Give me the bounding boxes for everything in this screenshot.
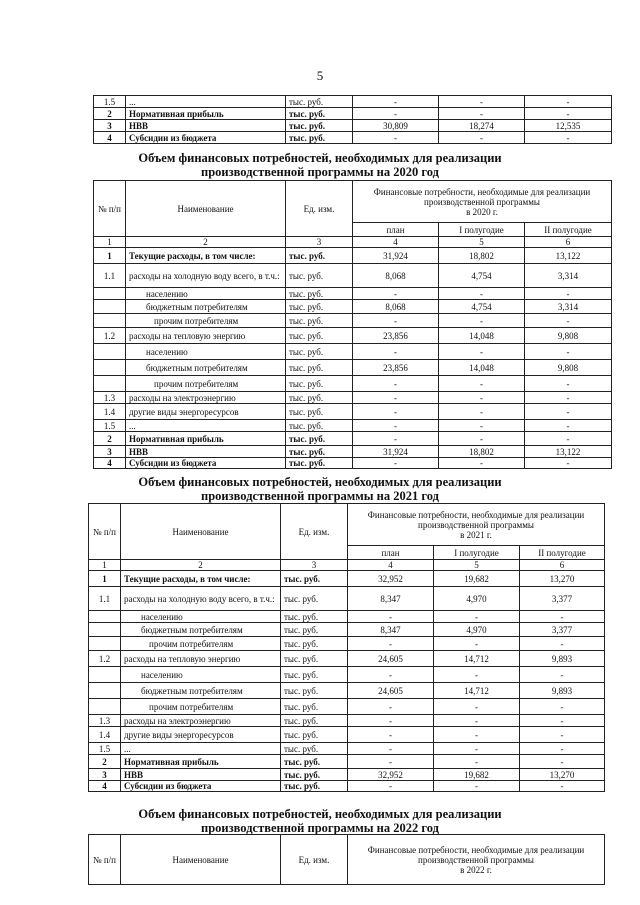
table-row <box>89 715 605 727</box>
row-name: ... <box>121 743 281 755</box>
row-name: населению <box>121 611 281 623</box>
row-second-half: - <box>525 344 612 360</box>
continuation-table <box>93 95 612 144</box>
table-row <box>94 432 612 446</box>
row-second-half: - <box>520 755 605 769</box>
header-row <box>89 504 605 546</box>
row-second-half: - <box>525 458 612 469</box>
row-second-half: - <box>520 727 605 743</box>
row-plan: 23,856 <box>353 328 439 344</box>
row-plan: 32,952 <box>348 571 434 587</box>
row-unit: тыс. руб. <box>286 300 353 314</box>
row-unit: тыс. руб. <box>286 248 353 264</box>
column-numbers-row <box>94 237 612 248</box>
row-plan: - <box>353 376 439 392</box>
header-name: Наименование <box>126 181 286 237</box>
row-name: населению <box>126 344 286 360</box>
row-number <box>89 667 121 683</box>
row-name: Нормативная прибыль <box>126 108 286 120</box>
row-name: расходы на тепловую энергию <box>126 328 286 344</box>
row-name: бюджетным потребителям <box>126 360 286 376</box>
row-second-half: - <box>520 781 605 792</box>
row-name: бюджетным потребителям <box>121 623 281 637</box>
row-first-half: - <box>439 344 525 360</box>
row-number <box>89 699 121 715</box>
row-second-half: 13,122 <box>525 248 612 264</box>
row-plan: - <box>353 392 439 404</box>
row-first-half: - <box>439 108 525 120</box>
row-number: 1.4 <box>89 727 121 743</box>
row-first-half: - <box>434 743 520 755</box>
row-first-half: 19,682 <box>434 769 520 781</box>
table-row <box>94 392 612 404</box>
table-row <box>94 120 612 132</box>
row-first-half: 18,802 <box>439 446 525 458</box>
row-first-half: - <box>439 458 525 469</box>
row-unit: тыс. руб. <box>281 743 348 755</box>
row-first-half: - <box>434 699 520 715</box>
row-first-half: - <box>434 755 520 769</box>
header-first-half: I полугодие <box>434 546 520 560</box>
header-second-half: II полугодие <box>520 546 605 560</box>
row-plan: - <box>353 288 439 300</box>
row-first-half: - <box>439 96 525 108</box>
row-number <box>94 300 126 314</box>
row-second-half: - <box>525 108 612 120</box>
row-unit: тыс. руб. <box>286 446 353 458</box>
row-second-half: 12,535 <box>525 120 612 132</box>
row-number <box>89 623 121 637</box>
table-row <box>94 314 612 328</box>
table-row <box>89 683 605 699</box>
row-first-half: 14,048 <box>439 360 525 376</box>
row-number: 1.5 <box>89 743 121 755</box>
row-unit: тыс. руб. <box>281 715 348 727</box>
row-name: Текущие расходы, в том числе: <box>126 248 286 264</box>
row-name: бюджетным потребителям <box>121 683 281 699</box>
row-name: бюджетным потребителям <box>126 300 286 314</box>
row-number: 1.4 <box>94 404 126 420</box>
row-number <box>94 360 126 376</box>
row-plan: - <box>348 699 434 715</box>
row-second-half: 9,893 <box>520 683 605 699</box>
row-name: Текущие расходы, в том числе: <box>121 571 281 587</box>
section-title-2021: Объем финансовых потребностей, необходимых для реализации производственной программы на 2021 год <box>138 475 502 503</box>
row-plan: - <box>353 344 439 360</box>
header-financial-needs: Финансовые потребности, необходимые для реализации производственной программы в 2021 г. <box>348 504 605 546</box>
row-name: Нормативная прибыль <box>126 432 286 446</box>
row-name: другие виды энергоресурсов <box>121 727 281 743</box>
row-name: расходы на тепловую энергию <box>121 651 281 667</box>
row-unit: тыс. руб. <box>286 420 353 432</box>
row-number <box>94 288 126 300</box>
row-unit: тыс. руб. <box>286 404 353 420</box>
row-first-half: 14,712 <box>434 651 520 667</box>
column-number: 5 <box>439 237 525 248</box>
header-number: № п/п <box>89 504 121 560</box>
row-number: 1.1 <box>89 587 121 611</box>
table-row <box>89 699 605 715</box>
row-plan: - <box>353 108 439 120</box>
row-first-half: 14,712 <box>434 683 520 699</box>
row-name: Субсидии из бюджета <box>126 458 286 469</box>
table-row <box>94 404 612 420</box>
row-plan: - <box>348 743 434 755</box>
row-unit: тыс. руб. <box>281 781 348 792</box>
header-plan: план <box>353 223 439 237</box>
row-first-half: - <box>439 132 525 144</box>
row-unit: тыс. руб. <box>281 699 348 715</box>
row-plan: - <box>353 404 439 420</box>
header-financial-needs: Финансовые потребности, необходимые для реализации производственной программы в 2022 г. <box>348 835 605 885</box>
row-second-half: 3,314 <box>525 300 612 314</box>
row-second-half: - <box>525 404 612 420</box>
column-number: 6 <box>525 237 612 248</box>
row-number: 2 <box>89 755 121 769</box>
row-plan: - <box>348 637 434 651</box>
row-unit: тыс. руб. <box>281 769 348 781</box>
row-second-half: - <box>525 432 612 446</box>
row-unit: тыс. руб. <box>286 360 353 376</box>
column-number: 2 <box>126 237 286 248</box>
table-row <box>94 360 612 376</box>
row-plan: - <box>353 420 439 432</box>
table-row <box>89 611 605 623</box>
row-plan: 24,605 <box>348 683 434 699</box>
table-row <box>94 420 612 432</box>
row-plan: - <box>348 611 434 623</box>
row-name: Нормативная прибыль <box>121 755 281 769</box>
row-number <box>94 314 126 328</box>
row-second-half: - <box>525 288 612 300</box>
row-first-half: - <box>439 392 525 404</box>
header-name: Наименование <box>121 504 281 560</box>
row-plan: - <box>348 727 434 743</box>
table-row <box>89 623 605 637</box>
row-second-half: 9,808 <box>525 328 612 344</box>
row-number <box>89 611 121 623</box>
row-plan: 8,347 <box>348 623 434 637</box>
row-unit: тыс. руб. <box>286 458 353 469</box>
row-first-half: - <box>434 727 520 743</box>
header-financial-needs: Финансовые потребности, необходимые для реализации производственной программы в 2020 г. <box>353 181 612 223</box>
row-number: 1.1 <box>94 264 126 288</box>
row-name: ... <box>126 420 286 432</box>
row-first-half: - <box>439 376 525 392</box>
header-second-half: II полугодие <box>525 223 612 237</box>
table-row <box>89 587 605 611</box>
financial-needs-table-2020 <box>93 180 612 469</box>
row-second-half: 13,270 <box>520 769 605 781</box>
row-first-half: - <box>439 420 525 432</box>
row-number: 3 <box>94 446 126 458</box>
row-number: 2 <box>94 108 126 120</box>
row-number: 1.5 <box>94 420 126 432</box>
row-first-half: - <box>434 781 520 792</box>
row-name: населению <box>121 667 281 683</box>
row-first-half: - <box>439 432 525 446</box>
row-second-half: 9,893 <box>520 651 605 667</box>
row-second-half: - <box>520 667 605 683</box>
row-first-half: 19,682 <box>434 571 520 587</box>
row-name: расходы на холодную воду всего, в т.ч.: <box>126 264 286 288</box>
header-unit: Ед. изм. <box>286 181 353 237</box>
row-unit: тыс. руб. <box>281 667 348 683</box>
financial-needs-table-2022 <box>88 834 605 885</box>
table-row <box>94 328 612 344</box>
row-number: 2 <box>94 432 126 446</box>
row-second-half: 13,122 <box>525 446 612 458</box>
row-second-half: - <box>525 376 612 392</box>
row-first-half: 18,802 <box>439 248 525 264</box>
table-row <box>94 96 612 108</box>
section-title-2022: Объем финансовых потребностей, необходимых для реализации производственной программы на 2022 год <box>138 807 502 835</box>
row-name: ... <box>126 96 286 108</box>
row-first-half: 4,970 <box>434 623 520 637</box>
row-name: другие виды энергоресурсов <box>126 404 286 420</box>
table-row <box>94 132 612 144</box>
row-unit: тыс. руб. <box>281 637 348 651</box>
row-number <box>94 376 126 392</box>
column-number: 5 <box>434 560 520 571</box>
column-number: 1 <box>94 237 126 248</box>
row-plan: 31,924 <box>353 248 439 264</box>
row-unit: тыс. руб. <box>286 314 353 328</box>
row-unit: тыс. руб. <box>281 623 348 637</box>
row-unit: тыс. руб. <box>286 288 353 300</box>
table-row <box>94 300 612 314</box>
row-plan: 31,924 <box>353 446 439 458</box>
table-row <box>89 743 605 755</box>
row-second-half: - <box>520 637 605 651</box>
table-row <box>89 571 605 587</box>
row-second-half: - <box>520 699 605 715</box>
row-plan: - <box>353 314 439 328</box>
table-row <box>89 755 605 769</box>
row-first-half: - <box>434 637 520 651</box>
row-second-half: - <box>525 314 612 328</box>
row-plan: - <box>353 132 439 144</box>
row-unit: тыс. руб. <box>281 587 348 611</box>
row-number: 1.5 <box>94 96 126 108</box>
row-unit: тыс. руб. <box>286 392 353 404</box>
row-unit: тыс. руб. <box>286 328 353 344</box>
table-row <box>94 248 612 264</box>
table-row <box>89 667 605 683</box>
row-number <box>94 344 126 360</box>
row-plan: 8,347 <box>348 587 434 611</box>
row-plan: 30,809 <box>353 120 439 132</box>
table-row <box>94 376 612 392</box>
row-second-half: 13,270 <box>520 571 605 587</box>
row-unit: тыс. руб. <box>286 432 353 446</box>
column-numbers-row <box>89 560 605 571</box>
table-row <box>94 108 612 120</box>
row-number <box>89 683 121 699</box>
column-number: 4 <box>348 560 434 571</box>
table-row <box>94 458 612 469</box>
row-unit: тыс. руб. <box>286 376 353 392</box>
row-plan: - <box>353 96 439 108</box>
row-unit: тыс. руб. <box>286 108 353 120</box>
financial-needs-table-2021 <box>88 503 605 792</box>
row-second-half: - <box>520 611 605 623</box>
row-number: 1 <box>94 248 126 264</box>
row-unit: тыс. руб. <box>281 755 348 769</box>
row-number: 1.2 <box>89 651 121 667</box>
row-plan: - <box>348 715 434 727</box>
row-unit: тыс. руб. <box>281 727 348 743</box>
row-unit: тыс. руб. <box>281 651 348 667</box>
row-first-half: 4,970 <box>434 587 520 611</box>
header-first-half: I полугодие <box>439 223 525 237</box>
row-first-half: - <box>434 667 520 683</box>
header-plan: план <box>348 546 434 560</box>
row-unit: тыс. руб. <box>281 611 348 623</box>
section-title-2020: Объем финансовых потребностей, необходимых для реализации производственной программы на 2020 год <box>138 151 502 179</box>
row-first-half: - <box>439 288 525 300</box>
row-number: 4 <box>94 132 126 144</box>
row-name: прочим потребителям <box>121 699 281 715</box>
row-name: прочим потребителям <box>121 637 281 651</box>
row-name: расходы на электроэнергию <box>126 392 286 404</box>
row-name: Субсидии из бюджета <box>121 781 281 792</box>
table-row <box>94 344 612 360</box>
header-number: № п/п <box>89 835 121 885</box>
row-unit: тыс. руб. <box>286 120 353 132</box>
row-first-half: 14,048 <box>439 328 525 344</box>
row-number: 3 <box>94 120 126 132</box>
row-unit: тыс. руб. <box>286 132 353 144</box>
row-second-half: 3,377 <box>520 623 605 637</box>
table-row <box>89 637 605 651</box>
row-second-half: - <box>525 420 612 432</box>
row-number: 4 <box>89 781 121 792</box>
row-plan: 23,856 <box>353 360 439 376</box>
row-plan: 32,952 <box>348 769 434 781</box>
row-name: расходы на электроэнергию <box>121 715 281 727</box>
row-number: 1.2 <box>94 328 126 344</box>
page-number: 5 <box>316 68 324 83</box>
row-name: НВВ <box>126 446 286 458</box>
row-name: НВВ <box>121 769 281 781</box>
row-plan: - <box>348 755 434 769</box>
row-first-half: - <box>439 404 525 420</box>
row-second-half: - <box>520 743 605 755</box>
column-number: 2 <box>121 560 281 571</box>
row-name: населению <box>126 288 286 300</box>
row-unit: тыс. руб. <box>286 96 353 108</box>
row-number: 1.3 <box>94 392 126 404</box>
table-row <box>94 446 612 458</box>
row-first-half: 4,754 <box>439 300 525 314</box>
row-plan: - <box>353 432 439 446</box>
row-name: Субсидии из бюджета <box>126 132 286 144</box>
row-first-half: - <box>434 611 520 623</box>
row-name: расходы на холодную воду всего, в т.ч.: <box>121 587 281 611</box>
table-row <box>94 288 612 300</box>
row-unit: тыс. руб. <box>286 264 353 288</box>
row-unit: тыс. руб. <box>281 683 348 699</box>
row-first-half: - <box>439 314 525 328</box>
row-plan: 24,605 <box>348 651 434 667</box>
row-second-half: - <box>525 392 612 404</box>
table-row <box>89 651 605 667</box>
table-row <box>89 727 605 743</box>
row-name: прочим потребителям <box>126 376 286 392</box>
row-number: 3 <box>89 769 121 781</box>
row-number <box>89 637 121 651</box>
row-name: НВВ <box>126 120 286 132</box>
row-second-half: - <box>520 715 605 727</box>
row-second-half: 9,808 <box>525 360 612 376</box>
row-number: 1 <box>89 571 121 587</box>
column-number: 1 <box>89 560 121 571</box>
row-name: прочим потребителям <box>126 314 286 328</box>
column-number: 3 <box>281 560 348 571</box>
header-name: Наименование <box>121 835 281 885</box>
row-first-half: 4,754 <box>439 264 525 288</box>
header-number: № п/п <box>94 181 126 237</box>
table-row <box>89 769 605 781</box>
row-second-half: 3,377 <box>520 587 605 611</box>
row-plan: - <box>353 458 439 469</box>
table-row <box>94 264 612 288</box>
row-plan: - <box>348 781 434 792</box>
header-unit: Ед. изм. <box>281 504 348 560</box>
row-first-half: 18,274 <box>439 120 525 132</box>
row-second-half: 3,314 <box>525 264 612 288</box>
row-plan: 8,068 <box>353 264 439 288</box>
row-plan: - <box>348 667 434 683</box>
column-number: 6 <box>520 560 605 571</box>
row-first-half: - <box>434 715 520 727</box>
column-number: 3 <box>286 237 353 248</box>
row-second-half: - <box>525 132 612 144</box>
row-unit: тыс. руб. <box>286 344 353 360</box>
header-unit: Ед. изм. <box>281 835 348 885</box>
row-number: 1.3 <box>89 715 121 727</box>
row-second-half: - <box>525 96 612 108</box>
row-plan: 8,068 <box>353 300 439 314</box>
table-row <box>89 781 605 792</box>
column-number: 4 <box>353 237 439 248</box>
row-unit: тыс. руб. <box>281 571 348 587</box>
header-row <box>94 181 612 223</box>
row-number: 4 <box>94 458 126 469</box>
